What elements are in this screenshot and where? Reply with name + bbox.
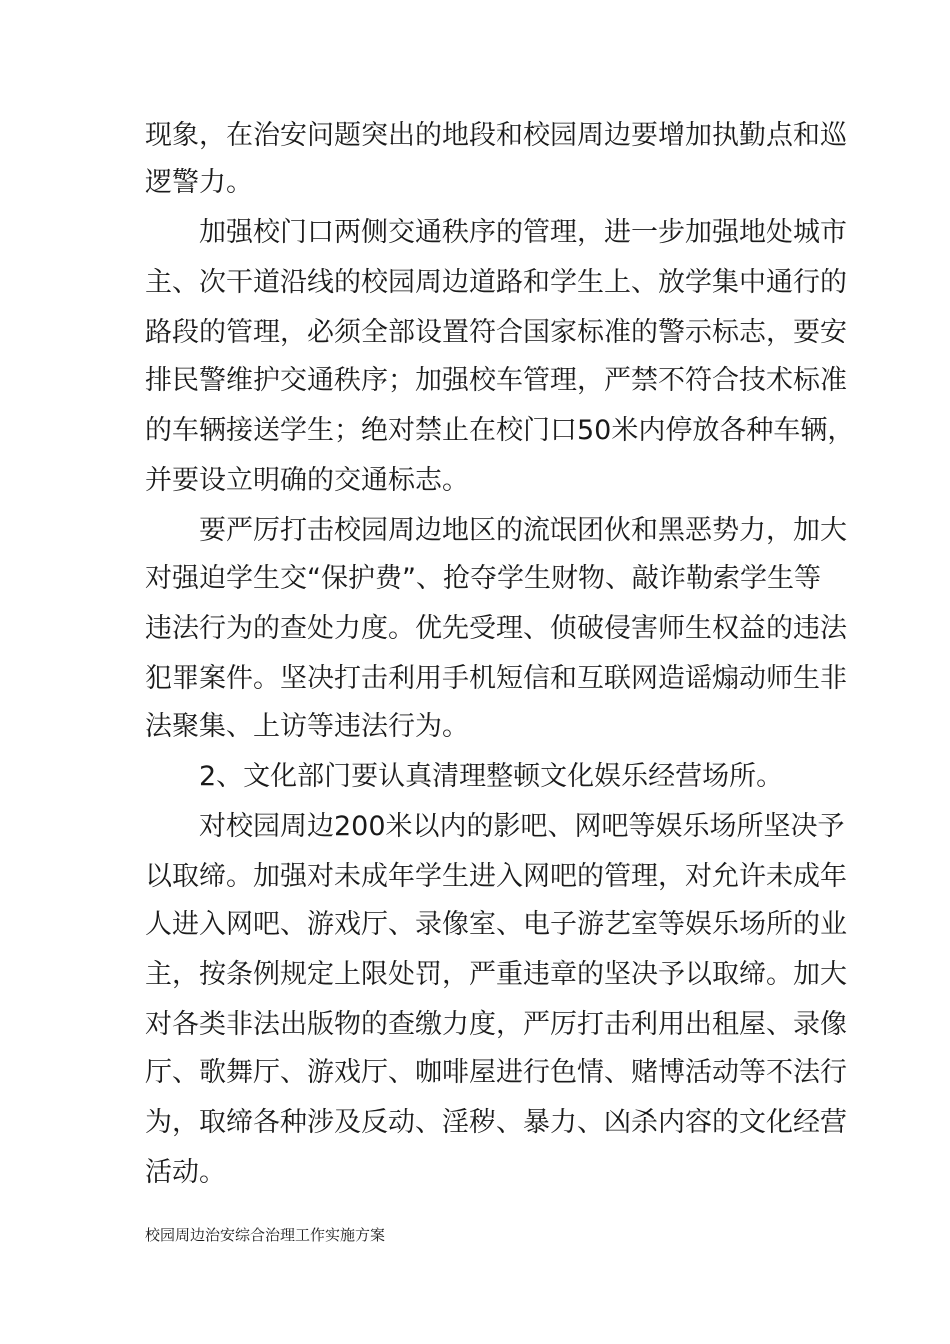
text-line: 排民警维护交通秩序；加强校车管理，严禁不符合技术标准 <box>145 365 847 396</box>
text-line: 路段的管理，必须全部设置符合国家标准的警示标志，要安 <box>145 317 847 348</box>
paragraph-first-line: 对校园周边200米以内的影吧、网吧等娱乐场所坚决予 <box>199 811 845 842</box>
text-line: 厅、歌舞厅、游戏厅、咖啡屋进行色情、赌博活动等不法行 <box>145 1057 847 1088</box>
text-line: 法聚集、上访等违法行为。 <box>145 711 469 742</box>
text-line: 并要设立明确的交通标志。 <box>145 465 469 496</box>
text-line: 主、次干道沿线的校园周边道路和学生上、放学集中通行的 <box>145 267 847 298</box>
text-line: 人进入网吧、游戏厅、录像室、电子游艺室等娱乐场所的业 <box>145 909 847 940</box>
text-line: 的车辆接送学生；绝对禁止在校门口50米内停放各种车辆， <box>145 415 855 446</box>
text-line: 对强迫学生交“保护费”、抢夺学生财物、敲诈勒索学生等 <box>145 563 821 594</box>
text-line: 对各类非法出版物的查缴力度，严厉打击利用出租屋、录像 <box>145 1009 847 1040</box>
text-line: 活动。 <box>145 1157 226 1188</box>
section-heading: 2、文化部门要认真清理整顿文化娱乐经营场所。 <box>199 761 784 792</box>
text-line: 现象，在治安问题突出的地段和校园周边要增加执勤点和巡 <box>145 120 847 151</box>
text-line: 犯罪案件。坚决打击利用手机短信和互联网造谣煽动师生非 <box>145 663 847 694</box>
text-line: 为，取缔各种涉及反动、淫秽、暴力、凶杀内容的文化经营 <box>145 1107 847 1138</box>
paragraph-first-line: 要严厉打击校园周边地区的流氓团伙和黑恶势力，加大 <box>199 515 847 546</box>
page-footer: 校园周边治安综合治理工作实施方案 <box>145 1226 386 1244</box>
text-line: 主，按条例规定上限处罚，严重违章的坚决予以取缔。加大 <box>145 959 847 990</box>
text-line: 以取缔。加强对未成年学生进入网吧的管理，对允许未成年 <box>145 861 847 892</box>
text-line: 违法行为的查处力度。优先受理、侦破侵害师生权益的违法 <box>145 613 847 644</box>
text-line: 逻警力。 <box>145 167 253 198</box>
paragraph-first-line: 加强校门口两侧交通秩序的管理，进一步加强地处城市 <box>199 217 847 248</box>
